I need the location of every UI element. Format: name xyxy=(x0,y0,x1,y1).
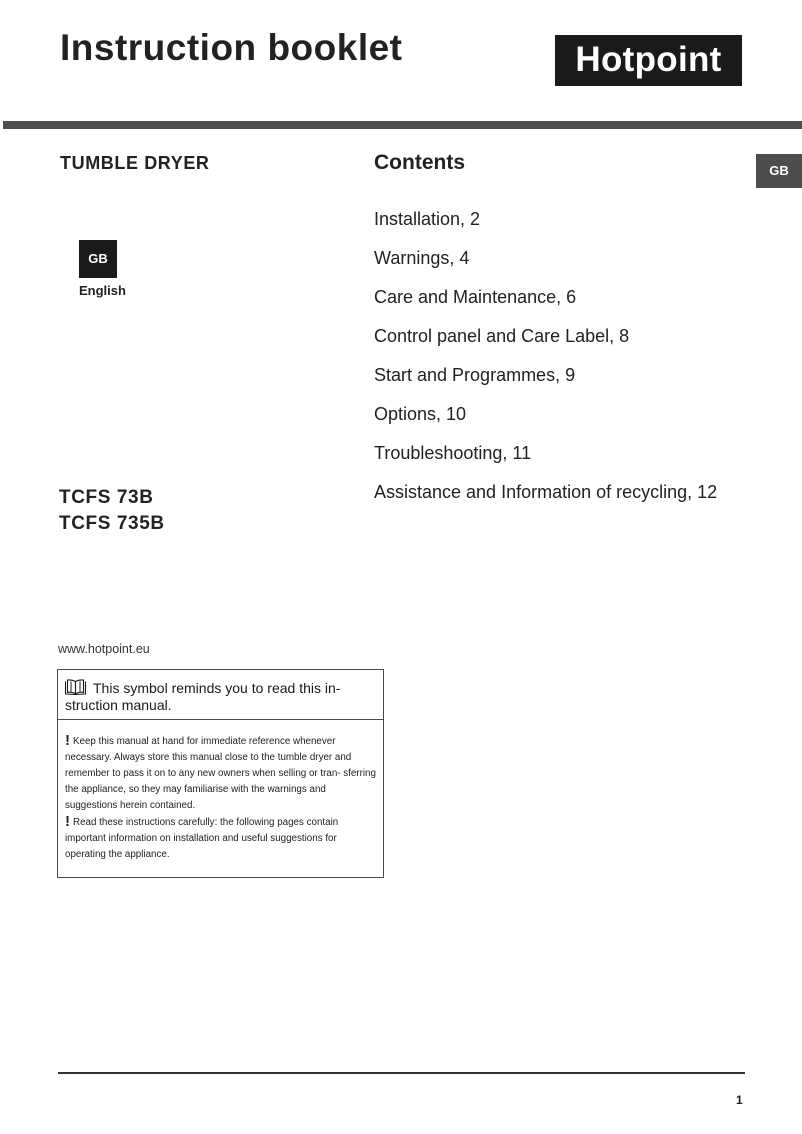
toc-item-start-programmes[interactable]: Start and Programmes, 9 xyxy=(374,365,576,385)
product-type: TUMBLE DRYER xyxy=(60,153,210,173)
model-name: TCFS 73B xyxy=(59,487,154,508)
model-name: TCFS 735B xyxy=(59,513,165,534)
notice-text: Keep this manual at hand for immediate reference whenever necessary. Always store this manual close to the tumble dryer and remember to pass it on to any new owners when selling or tran- sferring the appliance, so they may familiarise with the warnings and suggestions herein contained. xyxy=(65,736,376,811)
footer-divider xyxy=(58,1072,745,1074)
model-list xyxy=(59,485,165,537)
hotpoint-logo: Hotpoint xyxy=(555,35,742,86)
notice-body xyxy=(65,733,377,863)
page-title: Instruction booklet xyxy=(60,27,403,68)
warning-icon: ! xyxy=(65,732,70,749)
language-label: English xyxy=(79,283,126,298)
toc-item-warnings[interactable]: Warnings, 4 xyxy=(374,248,470,268)
notice-box xyxy=(57,669,384,878)
toc-item-installation[interactable]: Installation, 2 xyxy=(374,209,481,229)
toc-item-control-panel[interactable]: Control panel and Care Label, 8 xyxy=(374,326,630,346)
language-badge: GB xyxy=(79,240,117,278)
notice-paragraph xyxy=(65,733,377,814)
warning-icon: ! xyxy=(65,813,70,830)
website-link[interactable]: www.hotpoint.eu xyxy=(58,642,150,656)
toc-item-assistance[interactable]: Assistance and Information of recycling, 12 xyxy=(374,482,718,502)
table-of-contents xyxy=(374,208,717,520)
header-divider xyxy=(3,121,802,129)
toc-item-care-maintenance[interactable]: Care and Maintenance, 6 xyxy=(374,287,577,307)
page-number: 1 xyxy=(736,1093,743,1107)
symbol-explanation: This symbol reminds you to read this in- struction manual. xyxy=(65,680,341,713)
contents-heading: Contents xyxy=(374,151,465,174)
toc-item-troubleshooting[interactable]: Troubleshooting, 11 xyxy=(374,443,532,463)
language-side-tab: GB xyxy=(756,154,802,188)
notice-paragraph xyxy=(65,814,377,863)
notice-header xyxy=(58,670,383,720)
notice-text: Read these instructions carefully: the following pages contain important information on installation and useful suggestions for operating the appliance. xyxy=(65,817,339,860)
toc-item-options[interactable]: Options, 10 xyxy=(374,404,467,424)
